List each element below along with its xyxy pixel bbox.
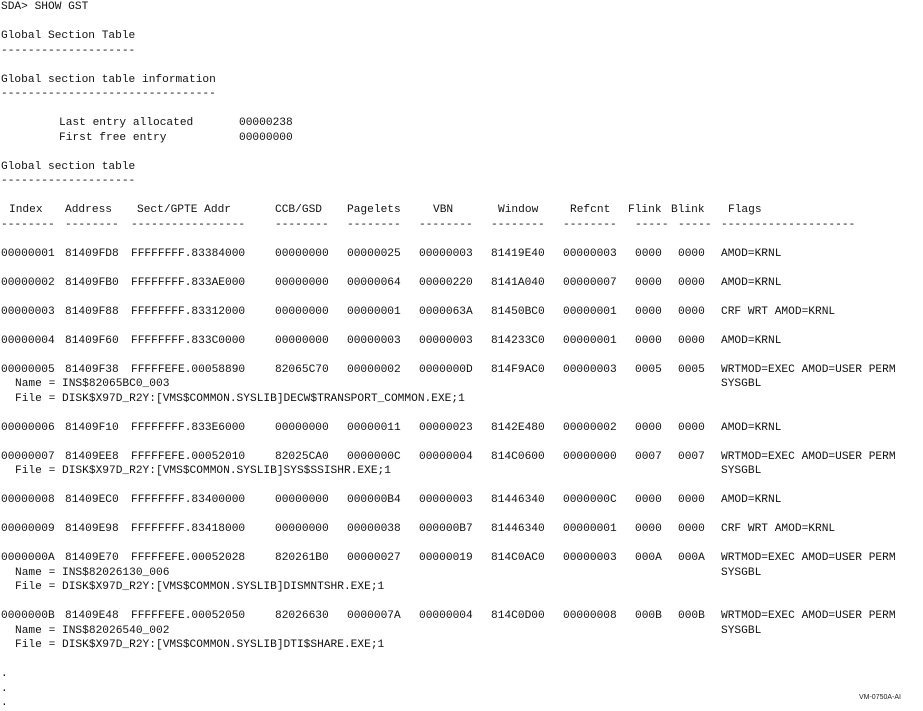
table-entry <box>1 232 919 261</box>
cell-vbn: 0000000D <box>419 363 473 376</box>
cell-flink: 0000 <box>635 523 662 535</box>
cell-blink: 0000 <box>678 494 705 506</box>
cell-index: 00000005 <box>1 363 55 376</box>
first-free-value: 00000000 <box>239 131 293 144</box>
cell-ccb: 82025CA0 <box>275 450 329 463</box>
col-header-blink: Blink <box>671 204 705 216</box>
section-name: Name = INS$82026130_006 <box>15 566 170 579</box>
table-entry <box>1 435 919 479</box>
cell-pagelets: 0000007A <box>347 610 401 622</box>
cell-address: 81409FD8 <box>65 247 119 260</box>
cell-vbn: 00000003 <box>419 334 473 347</box>
cell-ccb: 820261B0 <box>275 552 329 564</box>
cell-blink: 0007 <box>678 450 705 463</box>
table-entry <box>1 319 919 348</box>
cell-flink: 0000 <box>635 334 662 347</box>
cell-flink: 0000 <box>635 247 662 260</box>
table-row <box>1 609 919 624</box>
cell-pagelets: 00000025 <box>347 247 401 260</box>
table-entry <box>1 261 919 290</box>
cell-flags-continued: SYSGBL <box>721 465 762 477</box>
cell-flags: AMOD=KRNL <box>721 334 782 347</box>
cell-refcnt: 00000000 <box>563 450 617 463</box>
terminal-output <box>1 0 919 711</box>
cell-flags: AMOD=KRNL <box>721 494 782 506</box>
col-rule-vbn: -------- <box>419 218 473 231</box>
cell-address: 81409FB0 <box>65 276 119 289</box>
table-entry <box>1 508 919 537</box>
section-name: Name = INS$82026540_002 <box>15 624 170 637</box>
cell-ccb: 00000000 <box>275 494 329 506</box>
cell-address: 81409F38 <box>65 363 119 376</box>
col-header-sect: Sect/GPTE Addr <box>137 204 231 216</box>
cell-refcnt: 00000001 <box>563 305 617 318</box>
table-entry <box>1 406 919 435</box>
cell-blink: 0000 <box>678 421 705 434</box>
table-entry <box>1 348 919 406</box>
first-free-label: First free entry <box>59 131 167 144</box>
cell-sect: FFFFFFFF.83400000 <box>131 494 246 506</box>
cell-window: 8142E480 <box>491 421 545 434</box>
cell-flink: 0005 <box>635 363 662 376</box>
col-header-flink: Flink <box>628 204 662 216</box>
cell-address: 81409E70 <box>65 552 119 564</box>
cell-pagelets: 00000038 <box>347 523 401 535</box>
cell-window: 81446340 <box>491 523 545 535</box>
table-row <box>1 334 919 349</box>
first-free-line <box>1 131 919 146</box>
cell-ccb: 82026630 <box>275 610 329 622</box>
cell-flags: AMOD=KRNL <box>721 421 782 434</box>
col-header-ccb: CCB/GSD <box>275 204 322 216</box>
cell-blink: 0000 <box>678 523 705 535</box>
col-header-vbn: VBN <box>433 204 454 216</box>
cell-sect: FFFFFFFF.83418000 <box>131 523 246 535</box>
table-row <box>1 363 919 378</box>
cell-index: 00000003 <box>1 305 55 318</box>
cell-blink: 0000 <box>678 305 705 318</box>
cell-window: 8141A040 <box>491 276 545 289</box>
cell-vbn: 0000063A <box>419 305 473 318</box>
info-heading: Global section table information <box>1 73 216 86</box>
cell-flags: CRF WRT AMOD=KRNL <box>721 523 836 535</box>
page-title: Global Section Table <box>1 30 136 42</box>
cell-index: 00000002 <box>1 276 55 289</box>
cell-ccb: 00000000 <box>275 523 329 535</box>
cell-sect: FFFFFEFE.00052050 <box>131 610 246 622</box>
cell-address: 81409EE8 <box>65 450 119 463</box>
section-file: File = DISK$X97D_R2Y:[VMS$COMMON.SYSLIB]DECW$TRANSPORT_COMMON.EXE;1 <box>15 392 465 405</box>
column-rule-row <box>1 218 919 233</box>
cell-flink: 0000 <box>635 494 662 506</box>
cell-sect: FFFFFEFE.00058890 <box>131 363 246 376</box>
table-heading: Global section table <box>1 160 136 173</box>
table-row <box>1 522 919 537</box>
cell-flink: 000A <box>635 552 662 564</box>
col-header-refcnt: Refcnt <box>570 204 611 216</box>
cell-vbn: 00000004 <box>419 450 473 463</box>
figure-id: VM-0750A-AI <box>858 694 901 701</box>
cell-address: 81409F88 <box>65 305 119 318</box>
cell-flink: 0007 <box>635 450 662 463</box>
table-row-continuation <box>1 392 919 407</box>
cell-ccb: 82065C70 <box>275 363 329 376</box>
cell-window: 81450BC0 <box>491 305 545 318</box>
last-entry-label: Last entry allocated <box>59 117 194 129</box>
cell-address: 81409E98 <box>65 523 119 535</box>
table-entry <box>1 290 919 319</box>
cell-index: 0000000B <box>1 610 55 622</box>
continuation-dot: . <box>1 682 8 695</box>
col-header-index: Index <box>9 204 43 216</box>
col-header-pagelets: Pagelets <box>347 204 401 216</box>
cell-index: 00000008 <box>1 494 55 506</box>
cell-vbn: 00000003 <box>419 494 473 506</box>
table-row <box>1 247 919 262</box>
cell-flags: WRTMOD=EXEC AMOD=USER PERM <box>721 450 896 463</box>
col-rule-flink: ----- <box>635 218 669 231</box>
cell-address: 81409E48 <box>65 610 119 622</box>
cell-window: 81446340 <box>491 494 545 506</box>
cell-ccb: 00000000 <box>275 421 329 434</box>
table-row <box>1 493 919 508</box>
table-row-continuation <box>1 377 919 392</box>
cell-address: 81409F60 <box>65 334 119 347</box>
table-row-continuation <box>1 624 919 639</box>
table-row-continuation <box>1 566 919 581</box>
command-prompt: SDA> SHOW GST <box>1 1 89 13</box>
cell-vbn: 00000004 <box>419 610 473 622</box>
table-row <box>1 305 919 320</box>
table-row <box>1 551 919 566</box>
cell-blink: 0000 <box>678 334 705 347</box>
cell-refcnt: 00000003 <box>563 363 617 376</box>
cell-flags: CRF WRT AMOD=KRNL <box>721 305 836 318</box>
cell-pagelets: 00000001 <box>347 305 401 318</box>
cell-blink: 0000 <box>678 247 705 260</box>
cell-refcnt: 00000003 <box>563 247 617 260</box>
cell-flags-continued: SYSGBL <box>721 624 762 637</box>
cell-index: 00000009 <box>1 523 55 535</box>
cell-vbn: 000000B7 <box>419 523 473 535</box>
cell-vbn: 00000019 <box>419 552 473 564</box>
table-row-continuation <box>1 638 919 653</box>
cell-index: 00000004 <box>1 334 55 347</box>
title-underline: -------------------- <box>1 44 136 57</box>
cell-refcnt: 00000001 <box>563 523 617 535</box>
cell-pagelets: 0000000C <box>347 450 401 463</box>
cell-flink: 0000 <box>635 421 662 434</box>
col-rule-address: -------- <box>65 218 119 231</box>
cell-blink: 000A <box>678 552 705 564</box>
cell-index: 00000006 <box>1 421 55 434</box>
cell-sect: FFFFFEFE.00052028 <box>131 552 246 564</box>
last-entry-value: 00000238 <box>239 117 293 129</box>
cell-flags: WRTMOD=EXEC AMOD=USER PERM <box>721 610 896 622</box>
cell-pagelets: 00000027 <box>347 552 401 564</box>
section-file: File = DISK$X97D_R2Y:[VMS$COMMON.SYSLIB]DTI$SHARE.EXE;1 <box>15 639 385 651</box>
cell-window: 814F9AC0 <box>491 363 545 376</box>
col-header-address: Address <box>65 204 112 216</box>
col-rule-refcnt: -------- <box>563 218 617 231</box>
cell-flink: 000B <box>635 610 662 622</box>
cell-flags: AMOD=KRNL <box>721 276 782 289</box>
cell-sect: FFFFFFFF.83312000 <box>131 305 246 318</box>
cell-pagelets: 00000011 <box>347 421 401 434</box>
cell-refcnt: 00000003 <box>563 552 617 564</box>
cell-refcnt: 00000007 <box>563 276 617 289</box>
cell-refcnt: 0000000C <box>563 494 617 506</box>
cell-address: 81409EC0 <box>65 494 119 506</box>
cell-flags-continued: SYSGBL <box>721 566 762 579</box>
col-header-window: Window <box>498 204 539 216</box>
table-row <box>1 276 919 291</box>
col-rule-sect: ----------------- <box>131 218 246 231</box>
cell-blink: 0000 <box>678 276 705 289</box>
cell-ccb: 00000000 <box>275 334 329 347</box>
col-rule-window: -------- <box>491 218 545 231</box>
continuation-dot: . <box>1 668 8 680</box>
cell-pagelets: 00000002 <box>347 363 401 376</box>
cell-flink: 0000 <box>635 305 662 318</box>
cell-window: 814C0AC0 <box>491 552 545 564</box>
col-header-flags: Flags <box>728 204 762 216</box>
col-rule-pagelets: -------- <box>347 218 401 231</box>
continuation-dot: . <box>1 697 8 709</box>
table-entry <box>1 537 919 595</box>
cell-index: 00000001 <box>1 247 55 260</box>
cell-refcnt: 00000001 <box>563 334 617 347</box>
table-entry <box>1 479 919 508</box>
cell-refcnt: 00000008 <box>563 610 617 622</box>
cell-ccb: 00000000 <box>275 276 329 289</box>
gst-rows <box>1 232 919 653</box>
col-rule-flags: -------------------- <box>721 218 856 231</box>
cell-address: 81409F10 <box>65 421 119 434</box>
cell-sect: FFFFFFFF.833AE000 <box>131 276 246 289</box>
cell-flags: WRTMOD=EXEC AMOD=USER PERM <box>721 552 896 564</box>
table-row <box>1 450 919 465</box>
table-row-continuation <box>1 464 919 479</box>
cell-sect: FFFFFFFF.83384000 <box>131 247 246 260</box>
cell-sect: FFFFFFFF.833C0000 <box>131 334 246 347</box>
cell-vbn: 00000003 <box>419 247 473 260</box>
table-row <box>1 421 919 436</box>
cell-blink: 0005 <box>678 363 705 376</box>
cell-window: 814C0600 <box>491 450 545 463</box>
col-rule-blink: ----- <box>678 218 712 231</box>
cell-flink: 0000 <box>635 276 662 289</box>
cell-ccb: 00000000 <box>275 247 329 260</box>
column-header-row <box>1 203 919 218</box>
cell-pagelets: 00000064 <box>347 276 401 289</box>
section-name: Name = INS$82065BC0_003 <box>15 378 170 390</box>
cell-vbn: 00000220 <box>419 276 473 289</box>
cell-sect: FFFFFEFE.00052010 <box>131 450 246 463</box>
col-rule-ccb: -------- <box>275 218 329 231</box>
cell-blink: 000B <box>678 610 705 622</box>
table-entry <box>1 595 919 653</box>
cell-sect: FFFFFFFF.833E6000 <box>131 421 246 434</box>
cell-refcnt: 00000002 <box>563 421 617 434</box>
col-rule-index: -------- <box>1 218 55 231</box>
cell-ccb: 00000000 <box>275 305 329 318</box>
cell-flags: AMOD=KRNL <box>721 247 782 260</box>
cell-index: 00000007 <box>1 450 55 463</box>
cell-vbn: 00000023 <box>419 421 473 434</box>
info-underline: -------------------------------- <box>1 88 216 100</box>
cell-index: 0000000A <box>1 552 55 564</box>
cell-pagelets: 00000003 <box>347 334 401 347</box>
table-row-continuation <box>1 580 919 595</box>
cell-window: 814233C0 <box>491 334 545 347</box>
cell-flags: WRTMOD=EXEC AMOD=USER PERM <box>721 363 896 376</box>
cell-flags-continued: SYSGBL <box>721 378 762 390</box>
section-file: File = DISK$X97D_R2Y:[VMS$COMMON.SYSLIB]SYS$SSISHR.EXE;1 <box>15 465 391 477</box>
section-file: File = DISK$X97D_R2Y:[VMS$COMMON.SYSLIB]DISMNTSHR.EXE;1 <box>15 581 385 593</box>
table-heading-underline: -------------------- <box>1 175 136 187</box>
last-entry-line <box>1 116 919 131</box>
cell-pagelets: 000000B4 <box>347 494 401 506</box>
cell-window: 814C0D00 <box>491 610 545 622</box>
cell-window: 81419E40 <box>491 247 545 260</box>
